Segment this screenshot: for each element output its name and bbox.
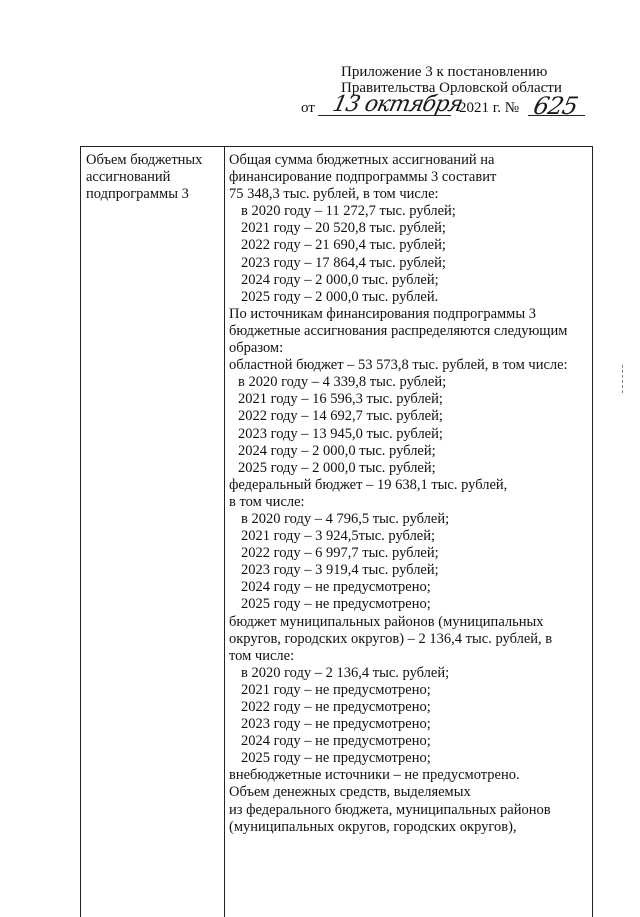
- content-line: 2025 году – 2 000,0 тыс. рублей.: [241, 288, 439, 305]
- document-header: [0, 0, 640, 130]
- content-line: 75 348,3 тыс. рублей, в том числе:: [229, 186, 439, 203]
- from-label: от: [301, 100, 315, 116]
- handwritten-number: 625: [531, 92, 580, 120]
- label-line: подпрограммы 3: [86, 186, 189, 202]
- content-line: финансирование подпрограммы 3 составит: [229, 169, 497, 186]
- content-line: в 2020 году – 4 796,5 тыс. рублей;: [241, 510, 450, 527]
- content-line: образом:: [229, 340, 284, 357]
- content-line: 2024 году – не предусмотрено;: [241, 579, 431, 596]
- year-number-label: 2021 г. №: [459, 100, 520, 116]
- content-line: 2025 году – не предусмотрено;: [241, 596, 431, 613]
- content-line: 2021 году – не предусмотрено;: [241, 681, 431, 698]
- content-line: внебюджетные источники – не предусмотрено.: [229, 767, 520, 784]
- content-line: 2021 году – 3 924,5тыс. рублей;: [241, 528, 436, 545]
- label-line: Объем бюджетных: [86, 152, 203, 168]
- content-cell: [229, 152, 589, 836]
- content-line: Объем денежных средств, выделяемых: [229, 784, 471, 801]
- government-name: Правительства Орловской области: [341, 80, 562, 96]
- column-divider: [224, 147, 225, 917]
- content-line: бюджетные ассигнования распределяются следующим: [229, 322, 568, 339]
- content-line: 2023 году – 17 864,4 тыс. рублей;: [241, 254, 446, 271]
- content-line: том числе:: [229, 647, 295, 664]
- content-line: из федерального бюджета, муниципальных районов: [229, 801, 551, 818]
- margin-mark: [622, 365, 625, 393]
- content-line: 2024 году – не предусмотрено;: [241, 733, 431, 750]
- content-line: 2021 году – 16 596,3 тыс. рублей;: [238, 391, 443, 408]
- content-line: в 2020 году – 2 136,4 тыс. рублей;: [241, 664, 450, 681]
- content-line: Общая сумма бюджетных ассигнований на: [229, 152, 495, 168]
- content-line: 2025 году – не предусмотрено;: [241, 750, 431, 767]
- handwritten-date: 13 октября: [330, 92, 465, 117]
- content-line: 2021 году – 20 520,8 тыс. рублей;: [241, 220, 446, 237]
- content-line: (муниципальных округов, городских округов),: [229, 818, 517, 835]
- content-line: в 2020 году – 11 272,7 тыс. рублей;: [241, 203, 456, 220]
- content-line: 2024 году – 2 000,0 тыс. рублей;: [238, 442, 436, 459]
- content-line: округов, городских округов) – 2 136,4 тыс. рублей, в: [229, 630, 553, 647]
- content-line: 2023 году – не предусмотрено;: [241, 716, 431, 733]
- content-line: 2022 году – не предусмотрено;: [241, 699, 431, 715]
- appendix-title: Приложение 3 к постановлению: [341, 64, 548, 80]
- content-line: областной бюджет – 53 573,8 тыс. рублей, в том числе:: [229, 357, 568, 374]
- content-line: бюджет муниципальных районов (муниципальных: [229, 613, 544, 630]
- content-line: федеральный бюджет – 19 638,1 тыс. рублей,: [229, 476, 508, 493]
- content-line: По источникам финансирования подпрограммы 3: [229, 305, 536, 322]
- content-line: в том числе:: [229, 493, 305, 510]
- label-cell: [86, 152, 222, 203]
- content-line: в 2020 году – 4 339,8 тыс. рублей;: [238, 374, 447, 391]
- label-line: ассигнований: [86, 169, 171, 185]
- budget-table: [80, 146, 593, 917]
- content-line: 2023 году – 13 945,0 тыс. рублей;: [238, 425, 443, 442]
- content-line: 2022 году – 14 692,7 тыс. рублей;: [238, 408, 443, 425]
- content-line: 2024 году – 2 000,0 тыс. рублей;: [241, 271, 439, 288]
- content-line: 2022 году – 21 690,4 тыс. рублей;: [241, 237, 446, 254]
- content-line: 2022 году – 6 997,7 тыс. рублей;: [241, 545, 439, 562]
- content-line: 2025 году – 2 000,0 тыс. рублей;: [238, 459, 436, 476]
- content-line: 2023 году – 3 919,4 тыс. рублей;: [241, 562, 439, 579]
